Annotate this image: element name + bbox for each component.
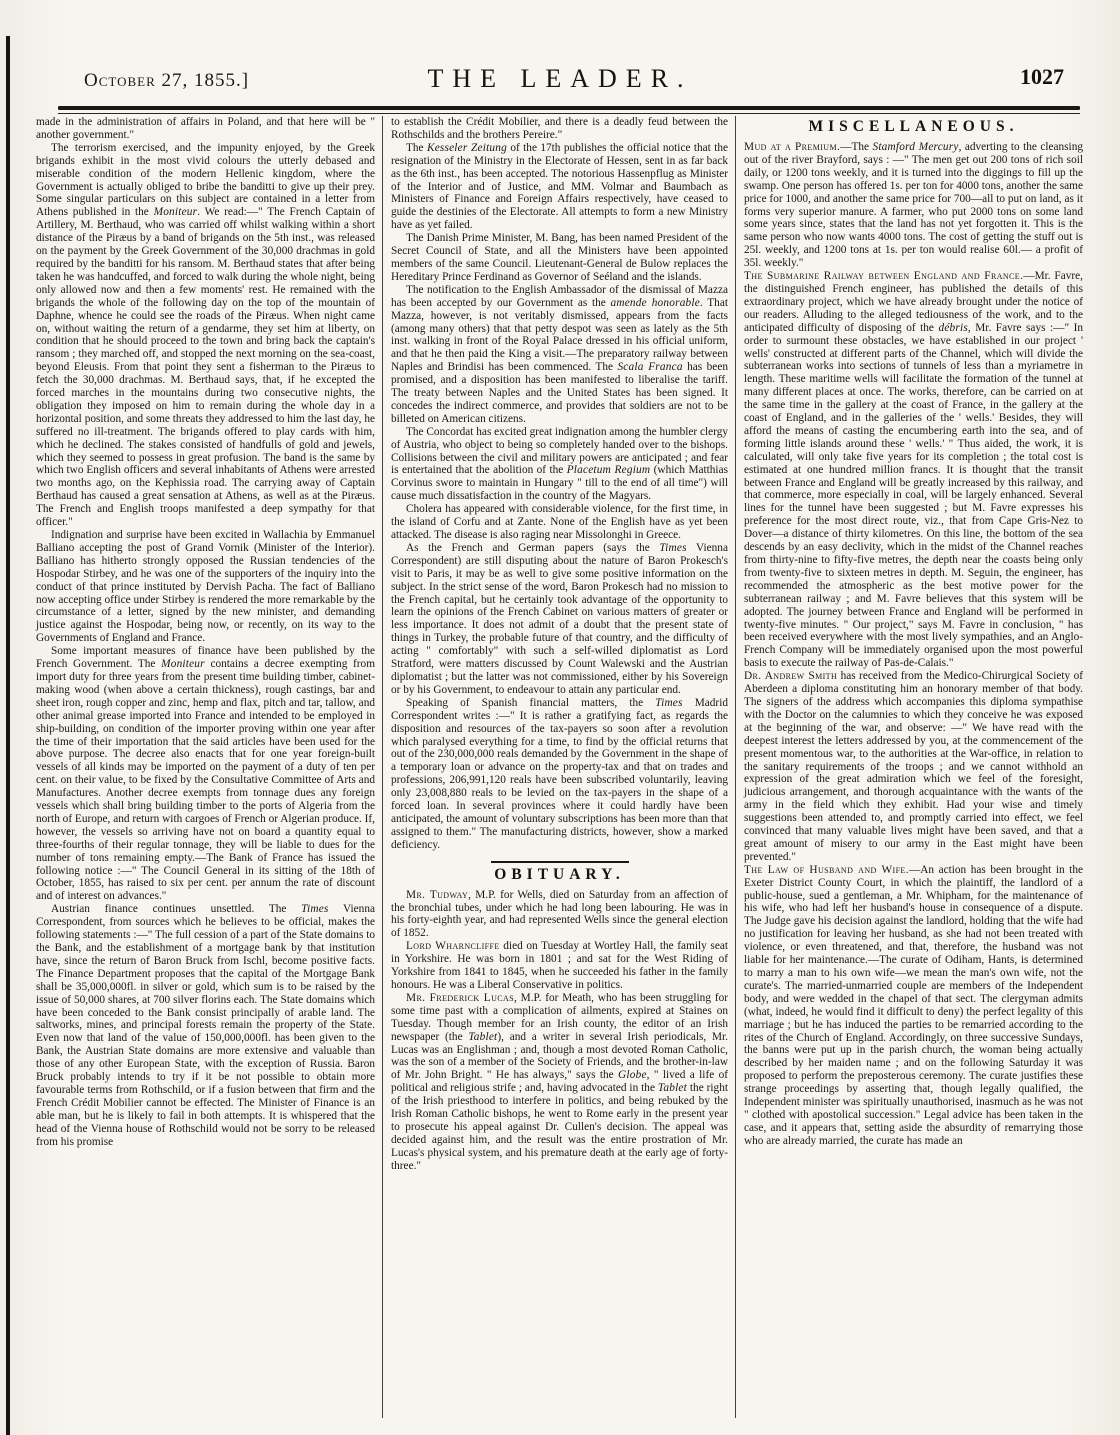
paragraph: As the French and German papers (says the Times Vienna Correspondent) are still disputing about the nature of Baron Prokesch's visit to Paris, it may be as well to give some positive information on the subject. In the strict sense of the word, Baron Prokesch had no mission to the French capital, but he certainly took advantage of the opportunity to learn the opinions of the French Cabinet on various matters of greater or less importance. It does not admit of a doubt that the present state of things in Turkey, the probable future of that country, and the difficulty of acting " comfortably" with such a self-willed diplomatist as Lord Stratford, were matters discussed by Count Walewski and the Austrian diplomatist ; but the latter was not commissioned, either by his Sovereign or by his Government, to endeavour to attain any particular end. — [391, 541, 728, 696]
column-1 — [28, 116, 382, 1418]
paragraph: The terrorism exercised, and the impunity enjoyed, by the Greek brigands exhibit in the most vivid colours the utterly debased and miserable condition of the modern Hellenic kingdom, where the Government is actually obliged to bribe the banditti to give up their prey. Some singular particulars on this subject are contained in a letter from Athens published in the Moniteur. We read:—" The French Captain of Artillery, M. Berthaud, who was carried off whilst walking within a short distance of the Piræus by a band of brigands on the 5th inst., was released on the payment by the Greek Government of the 30,000 drachmas in gold required by the banditti for his ransom. M. Berthaud states that after being taken he was handcuffed, and forced to walk during the whole night, being only allowed now and then a few moments' rest. He remained with the brigands the whole of the following day on the top of the mountain of Daphne, whence he could see the roads of the Piræus. When night came on, without waiting the return of a gendarme, they set him at liberty, on condition that he should proceed to the town and bring back the captain's ransom ; they marched off, and stopped the next morning on the sea-coast, beyond Eleusis. From that point they sent a fisherman to the Piræus to fetch the 30,000 drachmas. M. Berthaud says, that, if he excepted the forced marches in the mountains during two consecutive nights, the obligation they imposed on him to remain during the whole day in a horizontal position, and some threats they addressed to him the last day, he suffered no ill-treatment. The brigands offered to play cards with him, which he declined. The stakes consisted of handfulls of gold and jewels, which they seemed to possess in great profusion. The band is the same by which two English officers and several inhabitants of Athens were arrested two months ago, on the Kephissia road. The carrying away of Captain Berthaud has caused a great sensation at Athens, as well as at the Piræus. The French and English troops manifested a deep sympathy for that officer." — [36, 141, 375, 529]
paragraph: The Concordat has excited great indignation among the humbler clergy of Austria, who object to being so completely handed over to the bishops. Collisions between the civil and military powers are anticipated ; and fear is entertained that the abolition of the Placetum Regium (which Matthias Corvinus swore to maintain in Hungary " till to the end of all time") will cause much dissatisfaction in the country of the Magyars. — [391, 425, 728, 503]
obituary-heading: OBITUARY. — [494, 865, 625, 883]
column-3 — [736, 116, 1090, 1418]
paragraph: The Law of Husband and Wife.—An action has been brought in the Exeter District County Court, in which the plaintiff, the landlord of a public-house, sued a gentleman, a Mr. Whipham, for the maintenance of his wife, who had left her husband's house in consequence of a dispute. The Judge gave his decision against the landlord, holding that the wife had no justification for leaving her husband, as she had not been treated with violence, or even threatened, and that, therefore, the husband was not liable for her maintenance.—The curate of Odiham, Hants, is determined to marry a man to his own wife—we mean the man's own wife, not the curate's. The married-unmarried couple are members of the Independent body, and were wedded in the chapel of that sect. The clergyman admits (what, indeed, he would find it difficult to deny) the perfect legality of this marriage ; but he has induced the parties to be remarried according to the rites of the Church of England. Accordingly, on three successive Sundays, the banns were put up in the parish church, the woman being actually described by her maiden name ; and on the following Saturday it was proposed to perform the preposterous ceremony. The curate justifies these strange proceedings by asserting that, though legally qualified, the Independent minister was spiritually unauthorised, inasmuch as he was not " clothed with apostolical succession." Legal advice has been taken in the case, and it appears that, setting aside the absurdity of remarrying those who are already married, the curate has made an — [744, 863, 1083, 1147]
paragraph-lead: Mr. Frederick Lucas — [406, 991, 515, 1004]
paragraph-lead: Dr. Andrew Smith — [744, 670, 838, 683]
paragraph-lead: Mud at a Premium. — [744, 141, 841, 153]
obituary-paragraphs — [391, 889, 728, 1173]
paragraph: Mr. Tudway, M.P. for Wells, died on Saturday from an affection of the bronchial tubes, under which he had long been labouring. He was in his forty-eighth year, and had represented Wells since the general election of 1852. — [391, 888, 729, 940]
miscellaneous-paragraphs — [744, 141, 1083, 1148]
paragraph-lead: Lord Wharncliffe — [406, 940, 500, 953]
paragraph-lead: The Law of Husband and Wife. — [744, 863, 909, 876]
paragraph: The Danish Prime Minister, M. Bang, has been named President of the Secret Council of State, and all the Ministers have been appointed members of the same Council. Lieutenant-General de Bulow replaces the Hereditary Prince Ferdinand as Governor of Seéland and the islands. — [391, 232, 728, 283]
paragraph: Some important measures of finance have been published by the French Government. The Moniteur contains a decree exempting from import duty for three years from the present time building timber, cabinet-making wood (when above a certain thickness), rough castings, bar and sheet iron, rough copper and zinc, hemp and flax, pitch and tar, tallow, and other animal grease imported into France and intended to be employed in ship-building, on condition of the importer proving within one year after the time of their importation that the said articles have been used for the above purpose. The decree also enacts that for one year foreign-built vessels of all kinds may be imported on the payment of a duty of ten per cent. on their value, to be fixed by the Consultative Committee of Arts and Manufactures. Another decree exempts from tonnage dues any foreign vessels which shall bring building timber to the ports of Algeria from the north of Europe, and return with cargoes of French or Algerian produce. If, however, the vessels so arriving have not on board a quantity equal to three-fourths of their regular tonnage, they will be liable to dues for the number of tons remaining empty.—The Bank of France has issued the following notice :—" The Council General in its sitting of the 18th of October, 1855, has raised to six per cent. per annum the rate of discount and of interest on advances." — [36, 645, 375, 903]
columns — [28, 116, 1092, 1418]
paragraph: to establish the Crédit Mobilier, and there is a deadly feud between the Rothschilds and the brothers Pereire." — [391, 116, 728, 141]
paragraph: made in the administration of affairs in Poland, and that here will be " another government." — [36, 116, 375, 141]
page-left-edge-rule — [6, 36, 10, 1435]
paragraph-lead: Mr. Tudway — [406, 888, 469, 901]
paragraph: Lord Wharncliffe died on Tuesday at Wortley Hall, the family seat in Yorkshire. He was born in 1801 ; and sat for the West Riding of Yorkshire from 1841 to 1845, when he succeeded his father in the family honours. He was a Liberal Conservative in politics. — [391, 940, 728, 991]
paragraph: Mud at a Premium.—The Stamford Mercury, adverting to the cleansing out of the river Brayford, says : —" The men get out 200 tons of rich soil daily, or 1200 tons weekly, and it is turned into the diggings to fill up the swamp. One person has offered 1s. per ton for 4000 tons, another the same price for 1000, and another the same price for 700—all to put on land, as it forms very superior manure. A farmer, who put 2000 tons on some land some years since, states that the land has not yet forgotten it. This is the same person who now wants 4000 tons. The cost of getting the stuff out is 25l. weekly, and 1200 tons at 1s. per ton would realise 60l.— a profit of 35l. weekly." — [744, 141, 1083, 270]
issue-date: October 27, 1855.] — [84, 70, 250, 91]
paragraph: Speaking of Spanish financial matters, the Times Madrid Correspondent writes :—" It is rather a gratifying fact, as regards the disposition and resources of the tax-payers so soon after a revolution which paralysed everything for a time, to find by the official returns that out of the 230,000,000 reals demanded by the Government in the shape of a temporary loan or advance on the property-tax and that on trades and professions, 206,991,120 reals have been subscribed voluntarily, leaving only 23,008,880 reals to be levied on the tax-payers in the shape of a forced loan. In several provinces where it could hardly have been anticipated, the amount of voluntary subscriptions has been more than that assigned to them." The manufacturing districts, however, show a marked deficiency. — [391, 696, 728, 851]
miscellaneous-heading: MISCELLANEOUS. — [808, 118, 1019, 135]
paragraph: The notification to the English Ambassador of the dismissal of Mazza has been accepted by our Government as the amende honorable. That Mazza, however, is not veritably dismissed, appears from the facts (among many others) that that petty despot was seen as lately as the 5th inst. walking in front of the Royal Palace dressed in his official uniform, and that he then paid the King a visit.—The preparatory railway between Naples and Brindisi has been commenced. The Scala Franca has been promised, and a disposition has been manifested to liberalise the tariff. The treaty between Naples and the United States has been signed. It concedes the indirect commerce, and provides that soldiers are not to be billeted on American citizens. — [391, 283, 728, 425]
column-2-paragraphs — [391, 116, 728, 852]
masthead-double-rule — [58, 106, 1080, 114]
page-number: 1027 — [1020, 64, 1064, 89]
paragraph: Austrian finance continues unsettled. The Times Vienna Correspondent, from sources which he believes to be official, makes the following statements :—" The full cession of a part of the State domains to the Bank, and the establishment of a mortgage bank by that institution have, since the return of Baron Bruck from Ischl, become positive facts. The Finance Department proposes that the capital of the Mortgage Bank shall be 35,000,000fl. in silver or gold, which sum is to be raised by the issue of 50,000 shares, at 700 silver florins each. The State domains which have been conceded to the Bank consist principally of arable land. The saltworks, mines, and principal forests remain the property of the State. Even now that land of the value of 150,000,000fl. has been given to the Bank, the Austrian State domains are more extensive and valuable than those of any other European State, with the exception of Russia. Baron Bruck probably intends to try if it be not possible to obtain more favourable terms from Rothschild, or if a fusion between that firm and the French Crédit Mobilier cannot be effected. The Minister of Finance is an able man, but he is likely to fail in both attempts. It is whispered that the head of the Vienna house of Rothschild would not be sorry to be released from his promise — [36, 903, 375, 1148]
paragraph: The Submarine Railway between England and France.—Mr. Favre, the distinguished French engineer, has published the details of this extraordinary project, which we have already brought under the notice of our readers. Alluding to the alleged tediousness of the work, and to the anticipated difficulty of disposing of the débris, Mr. Favre says :—" In order to surmount these obstacles, we have established in our project ' wells' constructed at different parts of the Channel, which will divide the subterranean works into sections of tunnels of less than a myriametre in length. These maritime wells will facilitate the formation of the tunnel at many different places at once. The works, therefore, can be carried on at the same time in the gallery at the coast of France, in the gallery at the coast of England, and in the galleries of the ' wells.' Besides, they will afford the means of casting the encumbering earth into the sea, and of forming little islands around these ' wells.' " Thus aided, the work, it is calculated, will only take five years for its completion ; the total cost is estimated at one hundred million francs. It is thought that the transit between France and England will be greatly increased by this railway, and that commerce, more especially in coal, will be largely enhanced. Several lines for the tunnel have been suggested ; but M. Favre expresses his preference for the most direct route, viz., that from Cape Gris-Nez to Dover—a distance of thirty kilometres. On this line, the bottom of the sea descends by an easy declivity, which in the midst of the Channel reaches from thirty-nine to fifty-five metres, the depth near the coasts being only from twenty-five to sixteen metres in depth. M. Seguin, the engineer, has recommended the atmospheric as the best motive power for the subterranean railway ; and M. Favre believes that this system will be adopted. The journey between France and England will be performed in twenty-five minutes. " Our project," says M. Favre in conclusion, " has been received everywhere with the most lively sympathies, and an Anglo-French Company will be immediately organised upon the most powerful basis to execute the railway of Pas-de-Calais." — [744, 270, 1083, 670]
column-2 — [382, 116, 736, 1418]
obituary-rule — [491, 861, 629, 863]
newspaper-title: THE LEADER. — [427, 64, 693, 93]
paragraph: Dr. Andrew Smith has received from the Medico-Chirurgical Society of Aberdeen a diploma constituting him an honorary member of that body. The signers of the address which accompanies this diploma sympathise with the Doctor on the calumnies to which they conceive he was exposed at the beginning of the war, and observe: —" We have read with the deepest interest the letters addressed by you, at the commencement of the present momentous war, to the authorities at the War-office, in relation to the sanitary requirements of the troops ; and we cannot withhold an expression of the great admiration which we feel of the foresight, judicious arrangement, and thorough acquaintance with the wants of the army in the field which they exhibit. Had your wise and timely suggestions been attended to, and promptly carried into effect, we feel convinced that many valuable lives might have been saved, and that a great amount of misery to our army in the East might have been prevented." — [744, 670, 1083, 863]
paragraph: Mr. Frederick Lucas, M.P. for Meath, who has been struggling for some time past with a complication of ailments, expired at Staines on Tuesday. Though member for an Irish county, the editor of an Irish newspaper (the Tablet), and a writer in several Irish periodicals, Mr. Lucas was an Englishman ; and, though a most devoted Roman Catholic, was the son of a member of the Society of Friends, and the brother-in-law of Mr. John Bright. " He has always," says the Globe, " lived a life of political and religious strife ; and, having advocated in the Tablet the right of the Irish priesthood to interfere in politics, and being rebuked by the Irish Roman Catholic bishops, he went to Rome early in the present year to prosecute his appeal against Dr. Cullen's decision. The appeal was decided against him, and the result was the entire prostration of Mr. Lucas's physical system, and his premature death at the early age of forty-three." — [391, 991, 728, 1172]
column-1-paragraphs — [36, 116, 375, 1149]
paragraph: Indignation and surprise have been excited in Wallachia by Emmanuel Balliano accepting the post of Grand Vornik (Minister of the Interior). Balliano has hitherto strongly opposed the Russian tendencies of the Hospodar Stirbey, and he was one of the supporters of the inquiry into the conduct of that prince instituted by Dervish Pacha. The fact of Balliano now accepting office under Stirbey is rendered the more remarkable by the circumstance of a letter, signed by the new minister, and demanding justice against the Hospodar, being now, or recently, on its way to the Governments of England and France. — [36, 529, 375, 645]
paragraph: Cholera has appeared with considerable violence, for the first time, in the island of Corfu and at Zante. None of the English have as yet been attacked. The disease is also raging near Missolonghi in Greece. — [391, 503, 728, 541]
paragraph-lead: The Submarine Railway between England and France. — [744, 270, 1024, 283]
paragraph: The Kesseler Zeitung of the 17th publishes the official notice that the resignation of the Ministry in the Electorate of Hessen, sent in as far back as the 6th inst., has been accepted. The notorious Hassenpflug as Minister of the Interior and of Justice, and MM. Volmar and Baumbach as Ministers of Finance and Foreign Affairs respectively, have ceased to guide the destinies of the Electorate. All attempts to form a new Ministry have as yet failed. — [391, 141, 728, 232]
masthead — [0, 0, 1120, 112]
